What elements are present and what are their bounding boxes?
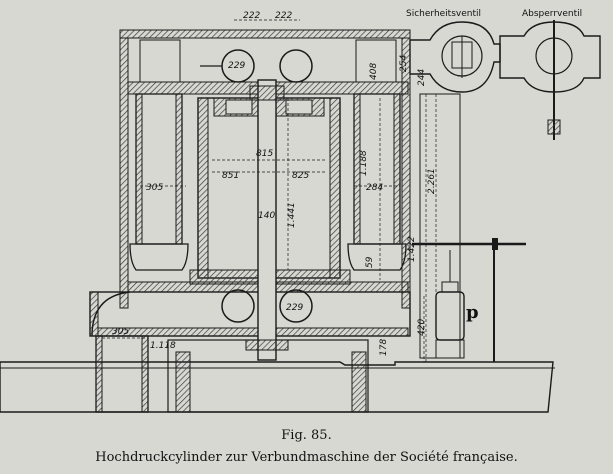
dim-284: 284 (366, 183, 384, 193)
left-steam-column (130, 40, 188, 270)
part-letter-p: p (466, 302, 479, 323)
dim-222-left: 222 (243, 11, 261, 21)
dim-851: 851 (222, 171, 240, 181)
figure-number: Fig. 85. (281, 428, 332, 443)
dim-815: 815 (256, 149, 274, 159)
dim-229-bottom: 229 (286, 303, 304, 313)
dim-244: 244 (417, 68, 427, 86)
dim-1118: 1.118 (150, 341, 176, 351)
dim-305-upper: 305 (146, 183, 164, 193)
dim-825: 825 (292, 171, 310, 181)
upper-valves (200, 50, 312, 82)
dim-1422: 1.422 (407, 236, 417, 262)
dim-222-right: 222 (275, 11, 293, 21)
dim-1441: 1.441 (287, 202, 297, 228)
dim-254: 254 (399, 54, 409, 72)
dim-1188: 1.188 (359, 150, 369, 176)
lever-assembly (412, 238, 526, 362)
label-shutoff-valve: Absperrventil (522, 9, 583, 19)
figure-title: Hochdruckcylinder zur Verbundmaschine der Société française. (95, 450, 518, 465)
dim-178: 178 (379, 338, 389, 356)
dim-2261: 2.261 (427, 168, 437, 194)
dim-305-lower: 305 (112, 327, 130, 337)
dim-408: 408 (369, 62, 379, 80)
shutoff-valve (500, 20, 600, 140)
dim-59: 59 (365, 256, 375, 268)
dim-140: 140 (258, 211, 276, 221)
exhaust-pipe (92, 292, 148, 412)
label-safety-valve: Sicherheitsventil (406, 9, 482, 19)
base-plate (0, 340, 555, 412)
dim-229-top: 229 (228, 61, 246, 71)
dim-420: 420 (417, 318, 427, 336)
